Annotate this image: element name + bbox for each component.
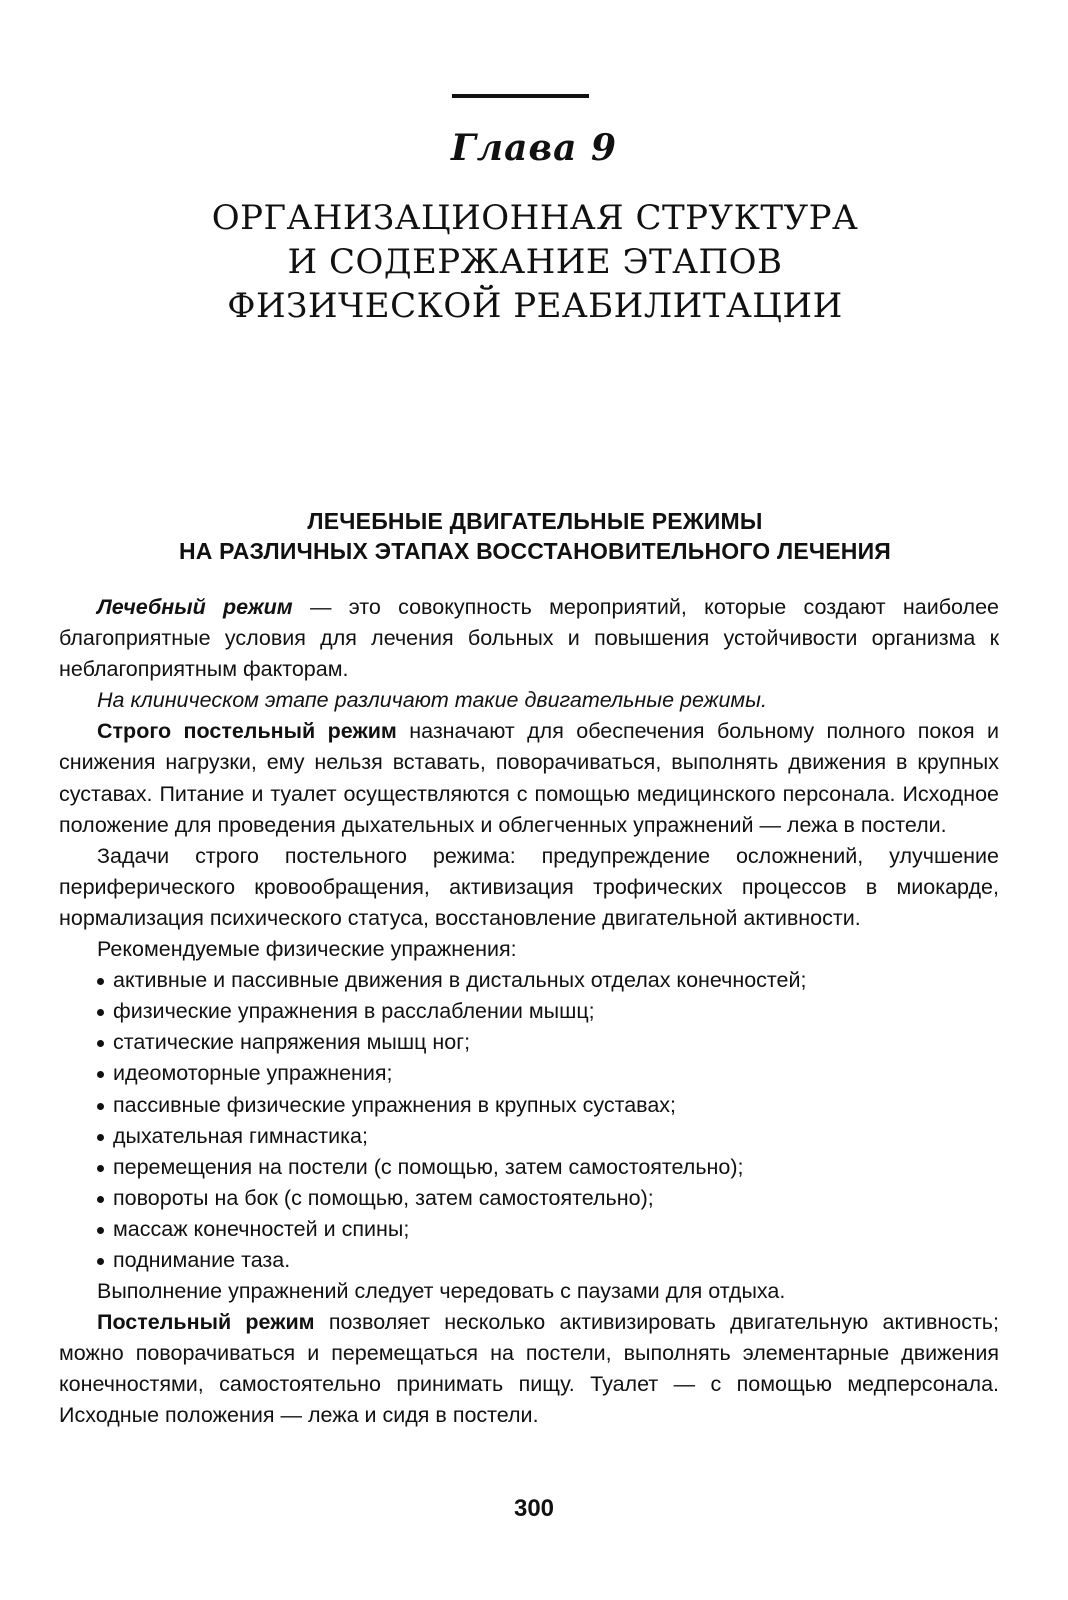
list-item [97, 996, 999, 1027]
list-item-text: активные и пассивные движения в дистальных отделах конечностей; [113, 968, 807, 993]
list-item-text: физические упражнения в расслаблении мышц; [113, 999, 595, 1024]
list-item [97, 1152, 999, 1183]
list-item-text: перемещения на постели (с помощью, затем самостоятельно); [113, 1154, 744, 1179]
chapter-title [130, 196, 940, 328]
strict-bed-paragraph [59, 716, 999, 840]
bullet-icon [97, 978, 104, 985]
bullet-icon [97, 1196, 104, 1203]
section-title [60, 506, 1010, 566]
bullet-icon [97, 1165, 104, 1172]
term-strict-bed-regime: Строго постельный режим [97, 719, 397, 744]
recommended-intro: Рекомендуемые физические упражнения: [97, 937, 517, 962]
section-title-line: НА РАЗЛИЧНЫХ ЭТАПАХ ВОССТАНОВИТЕЛЬНОГО ЛЕЧЕНИЯ [178, 538, 892, 564]
clinical-intro-paragraph: На клиническом этапе различают такие двигательные режимы. [97, 688, 767, 713]
list-item [97, 1090, 999, 1121]
bed-regime-paragraph [59, 1307, 999, 1431]
list-item [97, 1058, 999, 1089]
strict-bed-text: назначают для обеспечения больному полного покоя и снижения нагрузки, ему нельзя вставать, поворачиваться, выполнять движения в крупных суставах. Питание и туалет осуществляются с помощью медицинского персонала. Исходное положение для проведения дыхательных и облегченных упражнений — лежа в постели. [59, 719, 999, 837]
bullet-icon [97, 1040, 104, 1047]
list-item [97, 965, 999, 996]
pauses-paragraph: Выполнение упражнений следует чередовать с паузами для отдыха. [97, 1279, 786, 1304]
term-treatment-regime: Лечебный режим [97, 595, 293, 619]
bullet-icon [97, 1103, 104, 1110]
chapter-rule [452, 94, 589, 98]
term-bed-regime: Постельный режим [97, 1310, 315, 1335]
list-item-text: статические напряжения мышц ног; [113, 1030, 471, 1055]
body-text [59, 592, 999, 1432]
list-item-text: идеомоторные упражнения; [113, 1061, 393, 1086]
bullet-icon [97, 1009, 104, 1016]
bullet-icon [97, 1227, 104, 1234]
definition-paragraph [59, 592, 999, 685]
list-item [97, 1121, 999, 1152]
chapter-label: Глава 9 [450, 127, 618, 169]
list-item-text: повороты на бок (с помощью, затем самостоятельно); [113, 1185, 654, 1210]
list-item-text: массаж конечностей и спины; [113, 1216, 410, 1241]
list-item [97, 1245, 999, 1276]
list-item-text: дыхательная гимнастика; [113, 1123, 368, 1148]
chapter-title-line: ФИЗИЧЕСКОЙ РЕАБИЛИТАЦИИ [227, 286, 843, 326]
bullet-icon [97, 1258, 104, 1265]
section-title-line: ЛЕЧЕБНЫЕ ДВИГАТЕЛЬНЫЕ РЕЖИМЫ [307, 508, 763, 534]
page-number: 300 [513, 1495, 555, 1522]
definition-text: — это совокупность мероприятий, которые создают наиболее благоприятные условия для лечения больных и повышения устойчивости организма к неблагоприятным факторам. [59, 595, 999, 682]
chapter-title-line: И СОДЕРЖАНИЕ ЭТАПОВ [287, 242, 783, 282]
tasks-paragraph: Задачи строго постельного режима: предупреждение осложнений, улучшение периферического кровообращения, активизация трофических процессов в миокарде, нормализация психического статуса, восстановление двигательной активности. [59, 843, 999, 930]
bullet-icon [97, 1071, 104, 1078]
list-item [97, 1183, 999, 1214]
list-item [97, 1214, 999, 1245]
bed-regime-text: позволяет несколько активизировать двигательную активность; можно поворачиваться и перемещаться на постели, выполнять элементарные движения конечностями, самостоятельно принимать пищу. Туалет — с помощью медперсонала. Исходные положения — лежа и сидя в постели. [59, 1310, 999, 1428]
list-item-text: пассивные физические упражнения в крупных суставах; [113, 1092, 677, 1117]
bullet-icon [97, 1134, 104, 1141]
list-item [97, 1027, 999, 1058]
list-item-text: поднимание таза. [113, 1247, 291, 1272]
exercise-list [59, 965, 999, 1276]
chapter-title-line: ОРГАНИЗАЦИОННАЯ СТРУКТУРА [211, 198, 859, 238]
